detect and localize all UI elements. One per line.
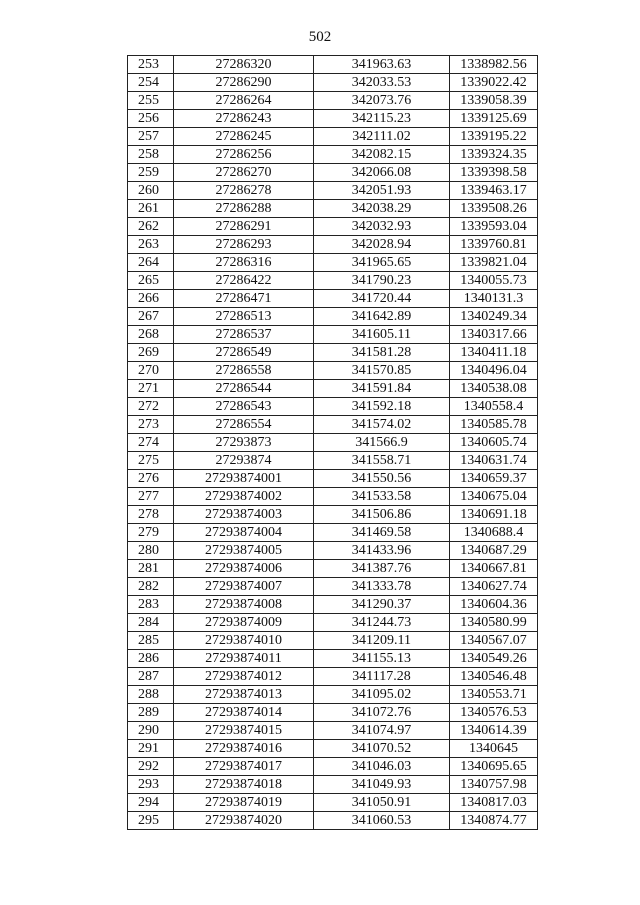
table-row (128, 92, 538, 110)
x-coordinate-cell: 341790.23 (314, 272, 450, 290)
row-number-cell: 289 (128, 704, 174, 722)
point-id-cell: 27286288 (174, 200, 314, 218)
y-coordinate-cell: 1340688.4 (450, 524, 538, 542)
x-coordinate-cell: 341117.28 (314, 668, 450, 686)
y-coordinate-cell: 1338982.56 (450, 56, 538, 74)
x-coordinate-cell: 342028.94 (314, 236, 450, 254)
point-id-cell: 27286243 (174, 110, 314, 128)
table-row (128, 470, 538, 488)
y-coordinate-cell: 1340567.07 (450, 632, 538, 650)
page-number: 502 (308, 29, 332, 45)
y-coordinate-cell: 1340604.36 (450, 596, 538, 614)
y-coordinate-cell: 1340317.66 (450, 326, 538, 344)
table-row (128, 506, 538, 524)
row-number-cell: 265 (128, 272, 174, 290)
table-row (128, 632, 538, 650)
x-coordinate-cell: 341592.18 (314, 398, 450, 416)
point-id-cell: 27293874010 (174, 632, 314, 650)
x-coordinate-cell: 341566.9 (314, 434, 450, 452)
point-id-cell: 27293874003 (174, 506, 314, 524)
row-number-cell: 283 (128, 596, 174, 614)
row-number-cell: 273 (128, 416, 174, 434)
y-coordinate-cell: 1340249.34 (450, 308, 538, 326)
y-coordinate-cell: 1340667.81 (450, 560, 538, 578)
point-id-cell: 27286264 (174, 92, 314, 110)
x-coordinate-cell: 341720.44 (314, 290, 450, 308)
x-coordinate-cell: 341642.89 (314, 308, 450, 326)
row-number-cell: 274 (128, 434, 174, 452)
table-row (128, 452, 538, 470)
row-number-cell: 277 (128, 488, 174, 506)
table-row (128, 200, 538, 218)
x-coordinate-cell: 341095.02 (314, 686, 450, 704)
row-number-cell: 254 (128, 74, 174, 92)
y-coordinate-cell: 1340874.77 (450, 812, 538, 830)
x-coordinate-cell: 341155.13 (314, 650, 450, 668)
row-number-cell: 279 (128, 524, 174, 542)
y-coordinate-cell: 1340558.4 (450, 398, 538, 416)
row-number-cell: 284 (128, 614, 174, 632)
x-coordinate-cell: 342082.15 (314, 146, 450, 164)
row-number-cell: 259 (128, 164, 174, 182)
table-row (128, 776, 538, 794)
x-coordinate-cell: 342032.93 (314, 218, 450, 236)
table-row (128, 524, 538, 542)
x-coordinate-cell: 341074.97 (314, 722, 450, 740)
table-row (128, 74, 538, 92)
point-id-cell: 27286422 (174, 272, 314, 290)
row-number-cell: 285 (128, 632, 174, 650)
x-coordinate-cell: 341060.53 (314, 812, 450, 830)
y-coordinate-cell: 1340627.74 (450, 578, 538, 596)
row-number-cell: 264 (128, 254, 174, 272)
x-coordinate-cell: 342033.53 (314, 74, 450, 92)
table-row (128, 650, 538, 668)
point-id-cell: 27286316 (174, 254, 314, 272)
y-coordinate-cell: 1340614.39 (450, 722, 538, 740)
row-number-cell: 295 (128, 812, 174, 830)
row-number-cell: 271 (128, 380, 174, 398)
point-id-cell: 27293874020 (174, 812, 314, 830)
x-coordinate-cell: 341244.73 (314, 614, 450, 632)
point-id-cell: 27293873 (174, 434, 314, 452)
table-row (128, 164, 538, 182)
row-number-cell: 292 (128, 758, 174, 776)
x-coordinate-cell: 341072.76 (314, 704, 450, 722)
point-id-cell: 27286537 (174, 326, 314, 344)
x-coordinate-cell: 341581.28 (314, 344, 450, 362)
row-number-cell: 282 (128, 578, 174, 596)
point-id-cell: 27293874014 (174, 704, 314, 722)
point-id-cell: 27286320 (174, 56, 314, 74)
point-id-cell: 27293874013 (174, 686, 314, 704)
row-number-cell: 278 (128, 506, 174, 524)
x-coordinate-cell: 341046.03 (314, 758, 450, 776)
coordinates-table-body (128, 56, 538, 830)
x-coordinate-cell: 341965.65 (314, 254, 450, 272)
point-id-cell: 27293874 (174, 452, 314, 470)
row-number-cell: 261 (128, 200, 174, 218)
row-number-cell: 269 (128, 344, 174, 362)
point-id-cell: 27293874016 (174, 740, 314, 758)
x-coordinate-cell: 341570.85 (314, 362, 450, 380)
point-id-cell: 27286549 (174, 344, 314, 362)
x-coordinate-cell: 341574.02 (314, 416, 450, 434)
x-coordinate-cell: 341050.91 (314, 794, 450, 812)
table-row (128, 722, 538, 740)
point-id-cell: 27286245 (174, 128, 314, 146)
table-row (128, 578, 538, 596)
point-id-cell: 27293874007 (174, 578, 314, 596)
point-id-cell: 27293874009 (174, 614, 314, 632)
y-coordinate-cell: 1340549.26 (450, 650, 538, 668)
table-row (128, 416, 538, 434)
y-coordinate-cell: 1340411.18 (450, 344, 538, 362)
y-coordinate-cell: 1340695.65 (450, 758, 538, 776)
row-number-cell: 293 (128, 776, 174, 794)
row-number-cell: 256 (128, 110, 174, 128)
table-row (128, 740, 538, 758)
point-id-cell: 27293874008 (174, 596, 314, 614)
point-id-cell: 27286513 (174, 308, 314, 326)
x-coordinate-cell: 341387.76 (314, 560, 450, 578)
table-row (128, 146, 538, 164)
y-coordinate-cell: 1340580.99 (450, 614, 538, 632)
x-coordinate-cell: 341506.86 (314, 506, 450, 524)
table-row (128, 182, 538, 200)
point-id-cell: 27293874004 (174, 524, 314, 542)
y-coordinate-cell: 1339125.69 (450, 110, 538, 128)
x-coordinate-cell: 341591.84 (314, 380, 450, 398)
row-number-cell: 290 (128, 722, 174, 740)
y-coordinate-cell: 1340757.98 (450, 776, 538, 794)
x-coordinate-cell: 341533.58 (314, 488, 450, 506)
x-coordinate-cell: 341469.58 (314, 524, 450, 542)
table-row (128, 758, 538, 776)
y-coordinate-cell: 1340585.78 (450, 416, 538, 434)
y-coordinate-cell: 1340546.48 (450, 668, 538, 686)
point-id-cell: 27286471 (174, 290, 314, 308)
table-row (128, 344, 538, 362)
y-coordinate-cell: 1339022.42 (450, 74, 538, 92)
point-id-cell: 27293874001 (174, 470, 314, 488)
x-coordinate-cell: 341049.93 (314, 776, 450, 794)
row-number-cell: 270 (128, 362, 174, 380)
point-id-cell: 27286554 (174, 416, 314, 434)
y-coordinate-cell: 1340645 (450, 740, 538, 758)
point-id-cell: 27293874019 (174, 794, 314, 812)
table-row (128, 398, 538, 416)
y-coordinate-cell: 1340055.73 (450, 272, 538, 290)
row-number-cell: 281 (128, 560, 174, 578)
row-number-cell: 262 (128, 218, 174, 236)
table-row (128, 560, 538, 578)
y-coordinate-cell: 1339593.04 (450, 218, 538, 236)
y-coordinate-cell: 1339760.81 (450, 236, 538, 254)
table-row (128, 596, 538, 614)
point-id-cell: 27286291 (174, 218, 314, 236)
table-row (128, 668, 538, 686)
coordinates-table (127, 55, 538, 830)
table-row (128, 704, 538, 722)
row-number-cell: 286 (128, 650, 174, 668)
table-row (128, 290, 538, 308)
y-coordinate-cell: 1340691.18 (450, 506, 538, 524)
table-row (128, 812, 538, 830)
row-number-cell: 280 (128, 542, 174, 560)
row-number-cell: 268 (128, 326, 174, 344)
table-row (128, 128, 538, 146)
table-row (128, 434, 538, 452)
x-coordinate-cell: 341433.96 (314, 542, 450, 560)
point-id-cell: 27286270 (174, 164, 314, 182)
x-coordinate-cell: 341605.11 (314, 326, 450, 344)
table-row (128, 794, 538, 812)
row-number-cell: 272 (128, 398, 174, 416)
y-coordinate-cell: 1339195.22 (450, 128, 538, 146)
row-number-cell: 257 (128, 128, 174, 146)
x-coordinate-cell: 342066.08 (314, 164, 450, 182)
point-id-cell: 27286293 (174, 236, 314, 254)
y-coordinate-cell: 1340131.3 (450, 290, 538, 308)
y-coordinate-cell: 1339463.17 (450, 182, 538, 200)
y-coordinate-cell: 1339508.26 (450, 200, 538, 218)
table-row (128, 326, 538, 344)
x-coordinate-cell: 342073.76 (314, 92, 450, 110)
point-id-cell: 27286278 (174, 182, 314, 200)
row-number-cell: 258 (128, 146, 174, 164)
point-id-cell: 27293874006 (174, 560, 314, 578)
y-coordinate-cell: 1339398.58 (450, 164, 538, 182)
table-row (128, 614, 538, 632)
row-number-cell: 288 (128, 686, 174, 704)
x-coordinate-cell: 342051.93 (314, 182, 450, 200)
point-id-cell: 27293874018 (174, 776, 314, 794)
x-coordinate-cell: 341070.52 (314, 740, 450, 758)
y-coordinate-cell: 1340817.03 (450, 794, 538, 812)
point-id-cell: 27286558 (174, 362, 314, 380)
table-row (128, 380, 538, 398)
y-coordinate-cell: 1340576.53 (450, 704, 538, 722)
y-coordinate-cell: 1340631.74 (450, 452, 538, 470)
point-id-cell: 27293874015 (174, 722, 314, 740)
row-number-cell: 291 (128, 740, 174, 758)
table-row (128, 110, 538, 128)
x-coordinate-cell: 341550.56 (314, 470, 450, 488)
point-id-cell: 27293874017 (174, 758, 314, 776)
table-row (128, 218, 538, 236)
y-coordinate-cell: 1340687.29 (450, 542, 538, 560)
point-id-cell: 27286256 (174, 146, 314, 164)
table-row (128, 254, 538, 272)
point-id-cell: 27286544 (174, 380, 314, 398)
row-number-cell: 260 (128, 182, 174, 200)
y-coordinate-cell: 1340675.04 (450, 488, 538, 506)
point-id-cell: 27293874012 (174, 668, 314, 686)
row-number-cell: 255 (128, 92, 174, 110)
y-coordinate-cell: 1339058.39 (450, 92, 538, 110)
point-id-cell: 27286290 (174, 74, 314, 92)
table-row (128, 686, 538, 704)
point-id-cell: 27286543 (174, 398, 314, 416)
y-coordinate-cell: 1340553.71 (450, 686, 538, 704)
y-coordinate-cell: 1340496.04 (450, 362, 538, 380)
table-row (128, 542, 538, 560)
row-number-cell: 253 (128, 56, 174, 74)
x-coordinate-cell: 341209.11 (314, 632, 450, 650)
x-coordinate-cell: 341963.63 (314, 56, 450, 74)
point-id-cell: 27293874005 (174, 542, 314, 560)
table-row (128, 272, 538, 290)
x-coordinate-cell: 341290.37 (314, 596, 450, 614)
point-id-cell: 27293874011 (174, 650, 314, 668)
row-number-cell: 294 (128, 794, 174, 812)
y-coordinate-cell: 1339324.35 (450, 146, 538, 164)
row-number-cell: 266 (128, 290, 174, 308)
x-coordinate-cell: 342115.23 (314, 110, 450, 128)
x-coordinate-cell: 342038.29 (314, 200, 450, 218)
row-number-cell: 263 (128, 236, 174, 254)
x-coordinate-cell: 342111.02 (314, 128, 450, 146)
row-number-cell: 276 (128, 470, 174, 488)
table-row (128, 362, 538, 380)
x-coordinate-cell: 341333.78 (314, 578, 450, 596)
row-number-cell: 275 (128, 452, 174, 470)
table-row (128, 236, 538, 254)
y-coordinate-cell: 1340659.37 (450, 470, 538, 488)
table-row (128, 56, 538, 74)
y-coordinate-cell: 1340538.08 (450, 380, 538, 398)
row-number-cell: 267 (128, 308, 174, 326)
table-row (128, 308, 538, 326)
y-coordinate-cell: 1340605.74 (450, 434, 538, 452)
table-row (128, 488, 538, 506)
row-number-cell: 287 (128, 668, 174, 686)
x-coordinate-cell: 341558.71 (314, 452, 450, 470)
y-coordinate-cell: 1339821.04 (450, 254, 538, 272)
point-id-cell: 27293874002 (174, 488, 314, 506)
